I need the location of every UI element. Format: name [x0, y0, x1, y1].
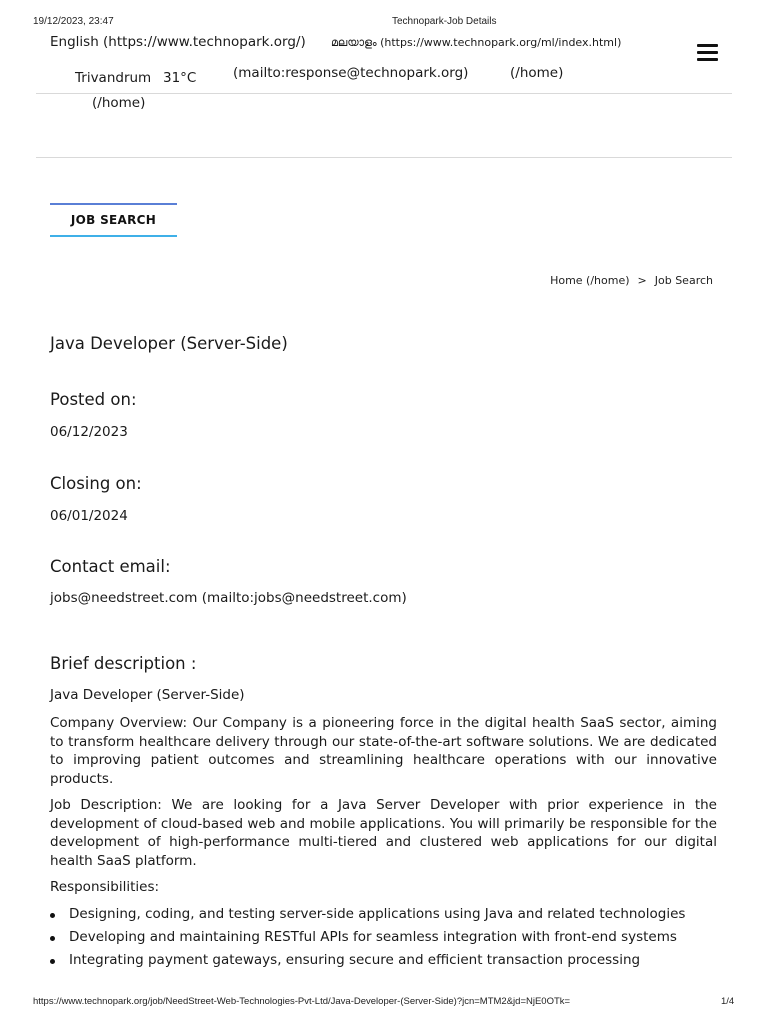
- nav-divider: [36, 157, 732, 158]
- closing-on-value: 06/01/2024: [50, 508, 128, 524]
- job-description-paragraph: Job Description: We are looking for a Java Server Developer with prior experience in the development of cloud-based web and mobile applications. You will primarily be responsible for the development of high-performance multi-tiered and clustered web applications for our digital health SaaS platform.: [50, 797, 717, 869]
- location-label: Trivandrum: [75, 70, 152, 86]
- home-link[interactable]: (/home): [510, 65, 564, 81]
- breadcrumb: [550, 274, 713, 287]
- breadcrumb-current: Job Search: [654, 274, 713, 287]
- hamburger-menu-icon[interactable]: [697, 44, 718, 62]
- posted-on-label: Posted on:: [50, 390, 137, 409]
- english-language-link[interactable]: English (https://www.technopark.org/): [50, 34, 306, 50]
- print-page-title: Technopark-Job Details: [392, 16, 497, 27]
- brief-description-label: Brief description :: [50, 654, 197, 673]
- breadcrumb-home-link[interactable]: Home (/home): [550, 274, 630, 287]
- temperature-label: 31°C: [163, 70, 197, 86]
- description-title: Java Developer (Server-Side): [50, 687, 245, 703]
- header-divider: [36, 93, 732, 94]
- email-link[interactable]: (mailto:response@technopark.org): [233, 65, 469, 81]
- list-item: Designing, coding, and testing server-side applications using Java and related technologies: [50, 905, 730, 928]
- responsibilities-list: [50, 905, 730, 974]
- tab-job-search[interactable]: JOB SEARCH: [50, 203, 177, 237]
- job-title: Java Developer (Server-Side): [50, 334, 288, 353]
- closing-on-label: Closing on:: [50, 474, 142, 493]
- responsibilities-label: Responsibilities:: [50, 879, 160, 895]
- contact-email-link[interactable]: jobs@needstreet.com (mailto:jobs@needstreet.com): [50, 590, 407, 606]
- logo-home-link[interactable]: (/home): [92, 95, 146, 111]
- breadcrumb-separator: >: [637, 274, 647, 287]
- print-footer-url: https://www.technopark.org/job/NeedStreet-Web-Technologies-Pvt-Ltd/Java-Developer-(Server-Side)?jcn=MTM2&jd=NjE0OTk=: [33, 996, 571, 1007]
- contact-email-label: Contact email:: [50, 557, 171, 576]
- print-page-number: 1/4: [721, 996, 735, 1007]
- list-item: Developing and maintaining RESTful APIs for seamless integration with front-end systems: [50, 928, 730, 951]
- malayalam-language-link[interactable]: മലയാളം (https://www.technopark.org/ml/index.html): [331, 36, 622, 49]
- list-item: Integrating payment gateways, ensuring secure and efficient transaction processing: [50, 951, 730, 974]
- print-datetime: 19/12/2023, 23:47: [33, 16, 114, 27]
- company-overview-paragraph: Company Overview: Our Company is a pioneering force in the digital health SaaS sector, aiming to transform healthcare delivery through our state-of-the-art software solutions. We are dedicated to improving patient outcomes and streamlining healthcare operations with our innovative products.: [50, 715, 717, 787]
- posted-on-value: 06/12/2023: [50, 424, 128, 440]
